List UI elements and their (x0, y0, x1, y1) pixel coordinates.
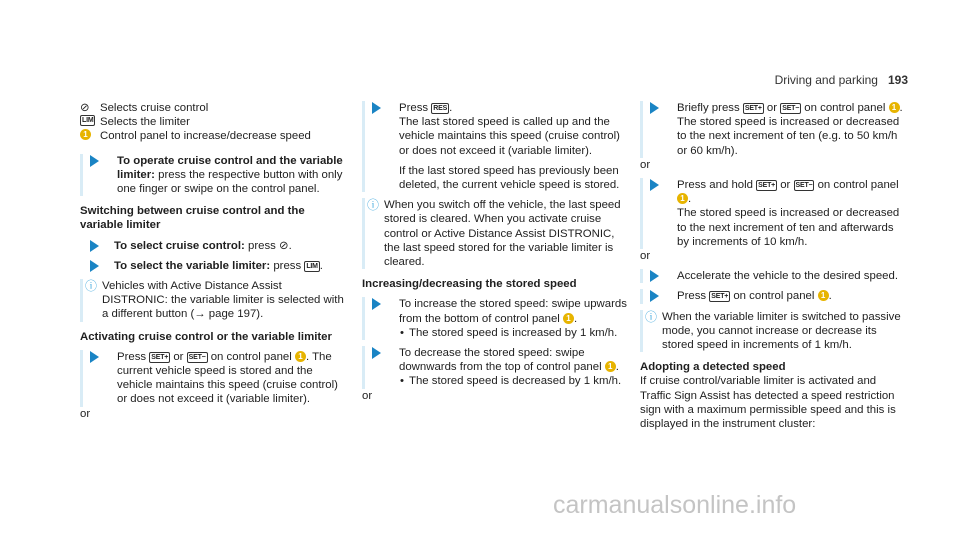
limiter-key-icon: LIM (306, 262, 318, 270)
step-arrow-icon (90, 351, 99, 363)
column-2 (362, 101, 632, 403)
step-text: To increase the stored speed: swipe upwards from the bottom of control panel (399, 298, 627, 325)
set-plus-key-icon: SET+ (744, 105, 762, 112)
step-text: press (244, 239, 280, 252)
step-arrow-icon (650, 270, 659, 282)
callout-badge: 1 (605, 361, 616, 372)
step-decrease (362, 346, 632, 389)
column-3 (640, 101, 905, 431)
note-text: When you switch off the vehicle, the last speed stored is cleared. When you activate cruise control or Active Distance Assist DISTRONIC, the last speed stored for the variable limiter is cleared. (384, 199, 621, 269)
step-select-limiter: To select the variable limiter: press LIM . (80, 259, 345, 273)
section-title: Driving and parking (774, 73, 878, 87)
step-heading: To select the variable limiter: (114, 259, 271, 272)
watermark: carmanualsonline.info (553, 491, 797, 519)
step-text: . (899, 102, 903, 114)
step-text: Briefly press (677, 102, 743, 114)
step-heading: To operate cruise control and the variable limiter: (117, 154, 343, 181)
step-arrow-icon (90, 260, 99, 272)
step-text: on control panel (814, 179, 899, 192)
step-text: Press (117, 350, 150, 363)
step-arrow-icon (372, 347, 381, 359)
step-activate (80, 350, 345, 407)
step-text: . The current vehicle speed is stored and the vehicle maintains this speed (cruise control) or does not exceed it (variable limiter). (117, 350, 338, 406)
or-label: or (640, 158, 651, 171)
callout-badge: 1 (80, 129, 91, 140)
step-text: or (763, 102, 781, 114)
body-paragraph: If cruise control/variable limiter is activated and Traffic Sign Assist has detected a speed restriction sign with a maximum permissible speed and this is displayed in the instrument cluster: (640, 375, 896, 431)
info-icon: ⓘ (367, 198, 380, 213)
set-plus-key-icon: SET+ (758, 182, 776, 190)
step-text: Press and hold (677, 179, 757, 192)
step-arrow-icon (90, 155, 99, 167)
step-arrow-icon (372, 102, 381, 114)
step-text: press (270, 259, 305, 272)
step-increase (362, 297, 632, 340)
step-text: press the respective button with only one finger or swipe on the control panel. (117, 168, 343, 196)
step-select-cruise: To select cruise control: press ⊘. (80, 239, 345, 253)
set-plus-key-icon: SET+ (151, 353, 169, 361)
step-text: . (449, 102, 453, 114)
bullet-item: • The stored speed is increased by 1 km/h. (399, 326, 632, 340)
info-icon: ⓘ (645, 309, 658, 324)
definition-text: Control panel to increase/decrease speed (100, 130, 311, 143)
cruise-control-icon: ⊘ (279, 239, 289, 252)
step-brief-press (640, 101, 905, 158)
res-key-icon: RES (433, 105, 448, 112)
step-arrow-icon (90, 240, 99, 252)
step-text: Press (399, 102, 432, 114)
step-arrow-icon (650, 179, 659, 191)
definition-limiter (80, 115, 345, 129)
cruise-control-icon: ⊘ (80, 102, 90, 114)
definition-text: Selects cruise control (100, 102, 209, 114)
callout-badge: 1 (677, 193, 688, 204)
bullet-item: • The stored speed is decreased by 1 km/h. (399, 374, 632, 388)
info-note (362, 198, 632, 269)
set-minus-key-icon: SET− (782, 105, 800, 112)
step-text: on control panel (801, 102, 889, 114)
step-text: . (574, 312, 578, 325)
step-text: . (688, 193, 692, 206)
column-1 (80, 101, 345, 421)
step-press-set (640, 289, 905, 303)
step-accelerate (640, 269, 905, 283)
step-text: or (170, 350, 187, 363)
step-paragraph: The stored speed is increased or decreased to the next increment of ten and afterwards by increments of 10 km/h. (677, 207, 900, 248)
set-plus-key-icon: SET+ (711, 293, 729, 301)
page-number: 193 (887, 73, 908, 87)
step-operate (80, 154, 345, 197)
step-heading: To select cruise control: (114, 239, 245, 252)
step-paragraph: The stored speed is increased or decreased to the next increment of ten (e.g. to 50 km/h or 60 km/h). (677, 116, 900, 157)
step-text: Accelerate the vehicle to the desired speed. (677, 270, 898, 283)
or-label: or (362, 389, 373, 402)
step-text: Press (677, 290, 710, 303)
running-header (775, 73, 908, 87)
step-text: on control panel (207, 350, 295, 363)
step-arrow-icon (650, 102, 659, 114)
step-text: on control panel (730, 290, 818, 303)
info-icon: ⓘ (85, 279, 98, 294)
step-paragraph: The last stored speed is called up and the vehicle maintains this speed (cruise control) or does not exceed it (variable limiter). (399, 116, 620, 157)
step-text: . (828, 290, 832, 303)
definition-control-panel (80, 129, 345, 143)
definition-text: Selects the limiter (100, 116, 190, 129)
set-minus-key-icon: SET− (795, 182, 813, 190)
step-press-hold (640, 178, 905, 249)
step-text: or (777, 179, 794, 192)
definition-cruise (80, 101, 345, 115)
section-heading: Increasing/decreasing the stored speed (362, 278, 577, 291)
info-note (80, 279, 345, 322)
section-heading: Activating cruise control or the variable limiter (80, 330, 332, 343)
callout-badge: 1 (563, 313, 574, 324)
limiter-key-icon: LIM (82, 117, 94, 125)
set-minus-key-icon: SET− (188, 353, 206, 361)
step-arrow-icon (372, 298, 381, 310)
info-note (640, 310, 905, 353)
section-heading: Adopting a detected speed (640, 361, 786, 374)
step-resume (362, 101, 632, 192)
step-paragraph: If the last stored speed has previously been deleted, the current vehicle speed is stored. (399, 164, 620, 192)
or-label: or (640, 250, 651, 263)
step-text: To decrease the stored speed: swipe downwards from the top of control panel (399, 347, 605, 374)
callout-badge: 1 (818, 290, 829, 301)
section-heading: Switching between cruise control and the variable limiter (80, 205, 305, 232)
callout-badge: 1 (889, 102, 900, 113)
step-arrow-icon (650, 290, 659, 302)
note-text: Vehicles with Active Distance Assist DISTRONIC: the variable limiter is selected with a different button (→ page 197). (102, 280, 344, 321)
callout-badge: 1 (295, 351, 306, 362)
or-label: or (80, 407, 91, 420)
step-text: . (615, 361, 619, 374)
note-text: When the variable limiter is switched to passive mode, you cannot increase or decrease its stored speed in increments of 1 km/h. (662, 310, 901, 352)
